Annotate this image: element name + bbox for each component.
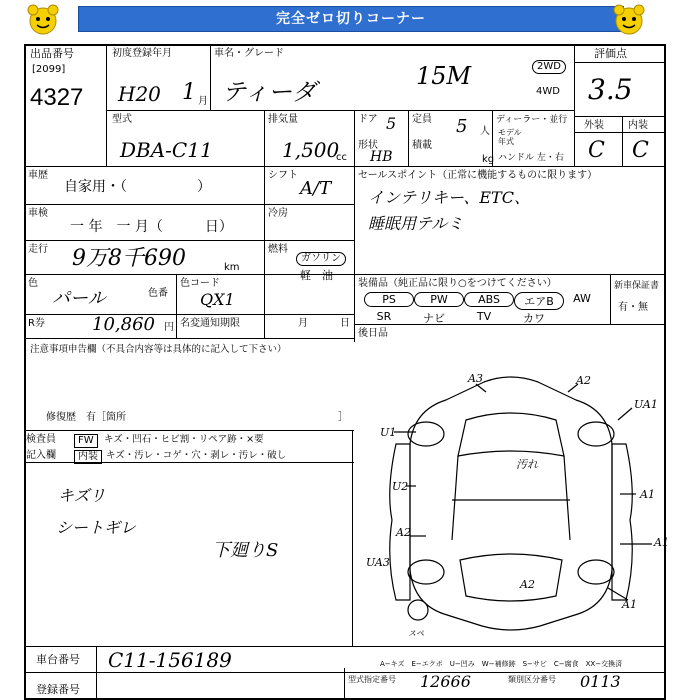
first-registration-month: 1	[182, 80, 196, 105]
exterior-score-label: 外装	[584, 120, 604, 131]
remark-line1: キズリ	[58, 486, 106, 505]
equipment-leather: カワ	[523, 312, 545, 325]
first-registration-year: H20	[118, 82, 161, 106]
diagram-mark-a1-side: A1	[654, 536, 669, 549]
inspector-label: 検査員	[26, 434, 56, 445]
interior-score: C	[632, 138, 649, 163]
equipment-pw: PW	[414, 292, 464, 307]
usage-label: 車歴	[28, 170, 48, 181]
diagram-mark-a1-rear: A1	[622, 598, 637, 611]
fuel-diesel: 軽 油	[300, 269, 333, 282]
drive-4wd-option: 4WD	[536, 86, 560, 97]
displacement-value: 1,500	[282, 138, 340, 162]
color-code-label: 色コード	[180, 278, 220, 289]
mileage-value: 9万8千690	[72, 246, 186, 271]
type-number-value: 12666	[420, 672, 471, 691]
diagram-mark-a2-top: A2	[576, 374, 591, 387]
load-unit: kg	[482, 154, 495, 165]
diagram-mark-ua3: UA3	[366, 556, 390, 569]
shift-label: シフト	[268, 170, 298, 181]
diagram-mark-u2: U2	[392, 480, 409, 493]
repair-history-label: 修復歴 有［箇所	[46, 412, 126, 423]
sales-point-line2: 睡眠用テルミ	[368, 214, 464, 233]
remark-line3: 下廻りS	[212, 540, 279, 561]
name-change-day: 日	[340, 318, 350, 329]
equipment-airbag: エアB	[514, 292, 564, 310]
car-name: ティーダ	[222, 78, 317, 106]
color-value: パール	[52, 288, 106, 309]
category-number-value: 0113	[580, 672, 621, 691]
damage-legend: A−キズ E−エクボ U−凹み W−補修跡 S−サビ C−腐食 XX−交換済	[380, 660, 623, 668]
displacement-label: 排気量	[268, 114, 298, 125]
model-value: DBA-C11	[120, 138, 213, 162]
mileage-label: 走行	[28, 244, 48, 255]
name-change-label: 名変通知期限	[180, 318, 240, 329]
exterior-score: C	[588, 138, 605, 163]
equipment-ps: PS	[364, 292, 414, 307]
chassis-value: C11-156189	[108, 648, 232, 672]
model-label: 型式	[112, 114, 132, 125]
dealer-label: ディーラー・並行	[496, 115, 568, 125]
recycle-label: R券	[28, 318, 45, 329]
entry-interior-label: 内装	[74, 450, 102, 464]
registration-label: 登録番号	[36, 683, 80, 696]
equipment-sr: SR	[376, 310, 392, 323]
score-label: 評価点	[594, 47, 627, 60]
capacity-value: 5	[456, 116, 468, 137]
diagram-mark-u1: U1	[380, 426, 397, 439]
doors-value: 5	[386, 114, 397, 133]
interior-score-label: 内装	[628, 120, 648, 131]
month-unit: 月	[198, 96, 208, 107]
rear-seat-label: 後日品	[358, 328, 388, 339]
warranty-value: 有・無	[618, 302, 648, 313]
category-number-label: 類別区分番号	[508, 675, 556, 684]
diagram-mark-ua1: UA1	[634, 398, 658, 411]
diagram-mark-dirt: 汚れ	[516, 458, 538, 471]
equipment-label: 装備品（純正品に限り○をつけてください）	[358, 278, 557, 289]
diagram-mark-spare: スペ	[408, 629, 424, 638]
doors-label: ドア	[358, 114, 378, 125]
color-code: QX1	[200, 290, 235, 309]
handle-label: ハンドル 左・右	[498, 153, 564, 163]
first-registration-label: 初度登録年月	[112, 48, 172, 59]
sales-point-line1: インテリキー、ETC、	[368, 188, 530, 207]
repair-history-close: ］	[338, 412, 348, 423]
drive-2wd-option: 2WD	[532, 60, 566, 74]
recycle-value: 10,860	[92, 314, 155, 335]
color-number-label: 色番	[148, 288, 168, 299]
inspector-fw-items: キズ・凹石・ヒビ割・リペア跡・×要	[104, 434, 264, 445]
remark-line2: シートギレ	[56, 518, 136, 537]
name-change-month: 月	[298, 318, 308, 329]
usage-value: 自家用・（ ）	[64, 179, 211, 195]
car-grade: 15M	[416, 62, 472, 90]
diagram-mark-a2-left: A2	[396, 526, 411, 539]
car-damage-diagram	[356, 360, 669, 644]
chassis-label: 車台番号	[36, 653, 80, 666]
recycle-unit: 円	[164, 322, 174, 333]
warranty-label: 新車保証書	[614, 281, 660, 291]
body-shape-label: 形状	[358, 140, 378, 151]
lot-number: 4327	[30, 84, 84, 111]
diagram-mark-a1-right: A1	[640, 488, 655, 501]
fuel-gasoline: ガソリン	[296, 252, 346, 266]
color-label: 色	[28, 278, 38, 289]
entry-interior-items: キズ・汚レ・コゲ・穴・剥レ・汚レ・破し	[106, 450, 287, 461]
equipment-navi: ナビ	[423, 312, 445, 325]
equipment-tv: TV	[476, 310, 492, 323]
mileage-unit: km	[224, 262, 240, 273]
body-shape-value: HB	[370, 149, 393, 165]
type-number-label: 型式指定番号	[348, 675, 396, 684]
diagram-mark-a2-rear: A2	[520, 578, 535, 591]
equipment-abs: ABS	[464, 292, 514, 307]
lot-sub-number: [2099]	[32, 64, 66, 75]
entry-label: 記入欄	[26, 450, 56, 461]
car-name-label: 車名・グレード	[214, 48, 284, 59]
capacity-label: 定員	[412, 114, 432, 125]
fuel-label: 燃料	[268, 244, 288, 255]
lot-number-label: 出品番号	[30, 47, 74, 60]
equipment-aw: AW	[573, 292, 591, 305]
banner-title: 完全ゼロ切りコーナー	[78, 6, 624, 32]
inspection-label: 車検	[28, 208, 48, 219]
inspector-fw-label: FW	[74, 434, 98, 448]
model-year-label: モデル年式	[498, 128, 522, 146]
load-label: 積載	[412, 140, 432, 151]
notes-label: 注意事項申告欄（不具合内容等は具体的に記入して下さい）	[30, 344, 287, 355]
sales-point-label: セールスポイント（正常に機能するものに限ります）	[358, 170, 598, 181]
shift-value: A/T	[300, 178, 332, 199]
score-value: 3.5	[588, 73, 633, 106]
inspection-value: 一 年 一 月（ 日）	[70, 219, 233, 235]
mascot-icon-right	[612, 4, 646, 36]
capacity-unit: 人	[480, 126, 490, 137]
diagram-mark-a3: A3	[468, 372, 483, 385]
mascot-icon-left	[26, 4, 60, 36]
cooling-label: 冷房	[268, 208, 288, 219]
displacement-unit: cc	[336, 152, 347, 163]
